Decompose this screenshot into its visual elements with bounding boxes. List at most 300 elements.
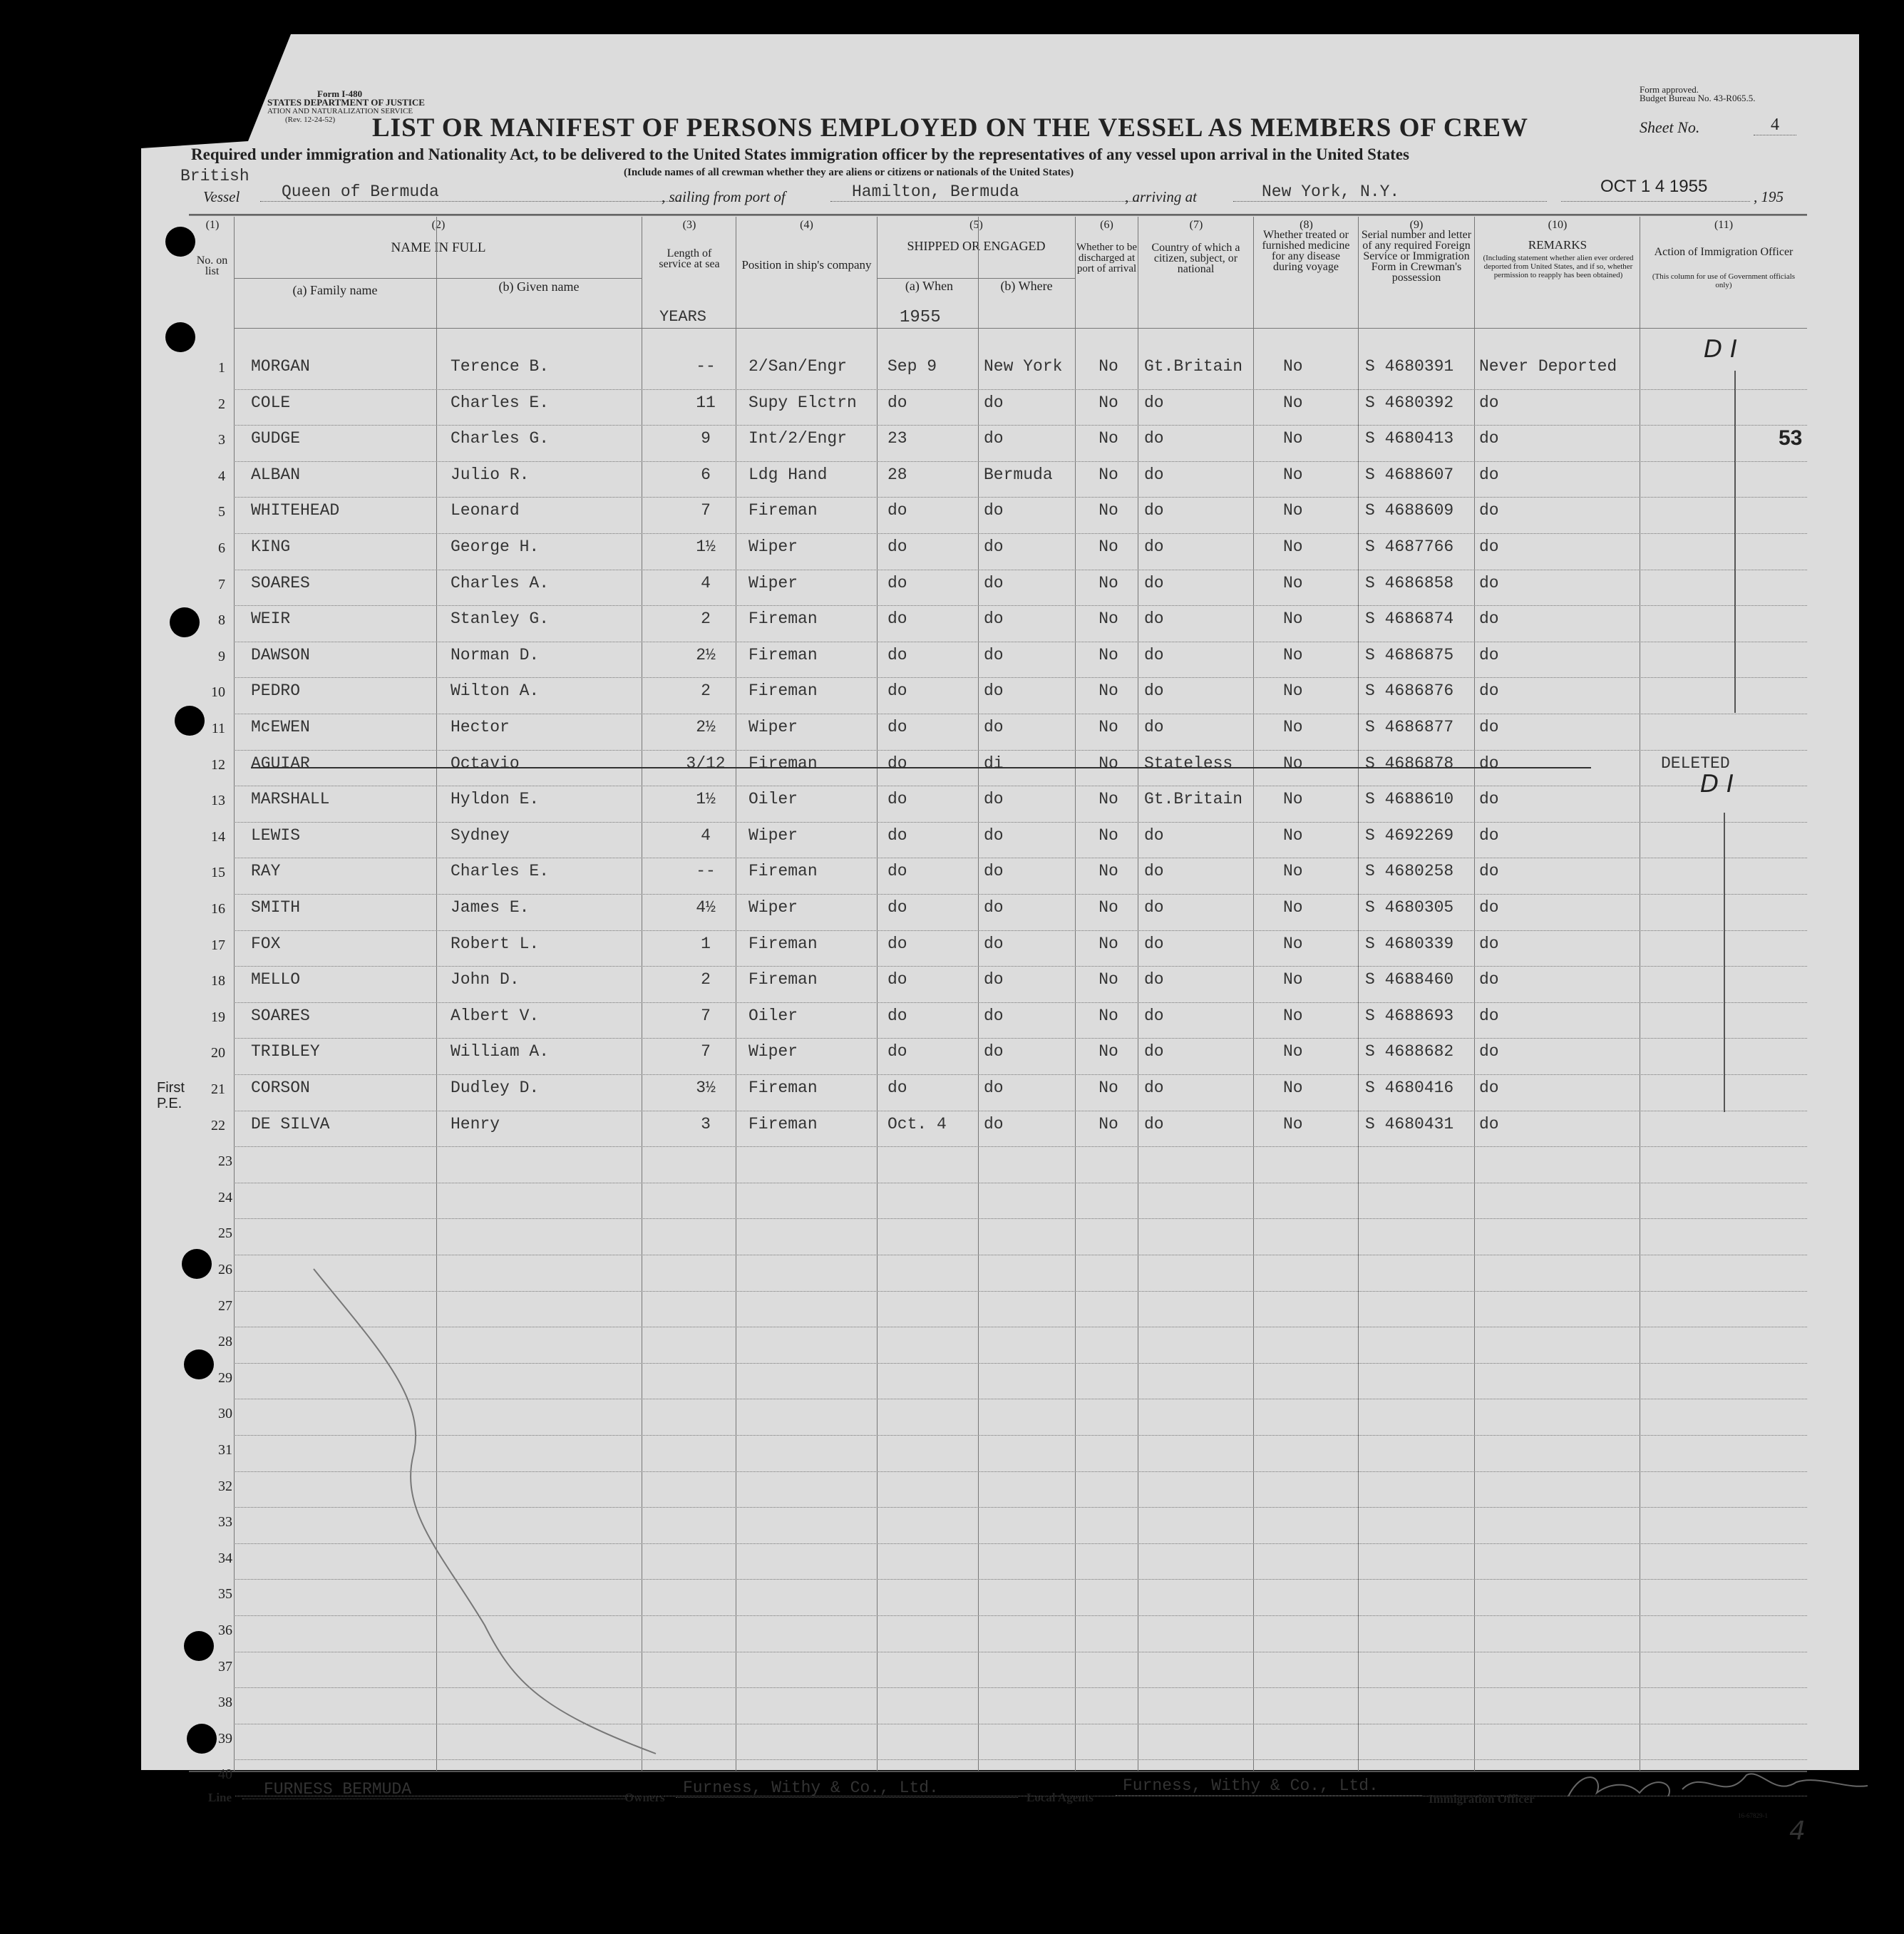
header-rule xyxy=(877,278,1075,279)
cell-medicine: No xyxy=(1283,753,1303,773)
cell-given: Leonard xyxy=(451,501,520,520)
cell-given: John D. xyxy=(451,970,520,989)
table-row xyxy=(0,1153,1904,1190)
row-number: 16 xyxy=(211,901,225,917)
cell-family: PEDRO xyxy=(251,681,301,701)
cell-position: Fireman xyxy=(748,1114,818,1133)
cell-discharged: No xyxy=(1098,1006,1118,1025)
cell-when: do xyxy=(887,718,907,736)
cell-remarks: do xyxy=(1479,645,1499,664)
cell-country: do xyxy=(1144,645,1164,664)
row-number: 19 xyxy=(211,1009,225,1025)
col11-header: Action of Immigration Officer xyxy=(1654,246,1794,258)
arriving-label: , arriving at xyxy=(1125,188,1197,205)
arrival-port: New York, N.Y. xyxy=(1233,182,1547,202)
col1-number: (1) xyxy=(205,219,220,231)
cell-discharged: No xyxy=(1098,970,1118,989)
cell-country: do xyxy=(1144,1079,1164,1097)
cell-medicine: No xyxy=(1283,970,1303,989)
cell-service: 2 xyxy=(701,681,711,701)
col1-header: No. on list xyxy=(196,254,228,277)
cell-serial: S 4680339 xyxy=(1365,934,1454,953)
cell-service: 2 xyxy=(701,970,711,989)
cell-where: do xyxy=(984,609,1004,629)
table-row xyxy=(0,609,1904,649)
cell-where: do xyxy=(984,645,1004,664)
cell-family: SMITH xyxy=(251,898,301,917)
cell-remarks: do xyxy=(1479,1114,1499,1133)
row-number: 2 xyxy=(218,396,225,412)
row-number: 38 xyxy=(218,1694,232,1711)
col2b-header: (b) Given name xyxy=(498,279,580,294)
row-number: 11 xyxy=(211,721,225,736)
cell-serial: S 4686876 xyxy=(1365,681,1454,701)
cell-given: Hyldon E. xyxy=(451,790,540,809)
cell-position: Wiper xyxy=(748,573,798,592)
cell-where: do xyxy=(984,501,1004,520)
row-number: 23 xyxy=(218,1153,232,1170)
cell-medicine: No xyxy=(1283,790,1303,809)
cell-where: do xyxy=(984,573,1004,592)
cell-position: Int/2/Engr xyxy=(748,429,848,448)
row-number: 21 xyxy=(211,1081,225,1097)
table-row xyxy=(0,934,1904,974)
cell-given: Terence B. xyxy=(451,357,550,376)
cell-position: Wiper xyxy=(748,1042,798,1061)
table-row xyxy=(0,537,1904,577)
table-row xyxy=(0,790,1904,829)
cell-when: do xyxy=(887,934,907,953)
cell-discharged: No xyxy=(1098,357,1118,376)
table-row xyxy=(0,393,1904,433)
cell-position: Oiler xyxy=(748,1006,798,1025)
row-number: 1 xyxy=(218,360,225,376)
cell-medicine: No xyxy=(1283,1079,1303,1097)
row-number: 20 xyxy=(211,1045,225,1061)
date-underline xyxy=(1561,201,1750,202)
row-number: 40 xyxy=(218,1766,232,1783)
table-row xyxy=(0,1006,1904,1046)
row-number: 3 xyxy=(218,432,225,448)
table-row xyxy=(0,501,1904,540)
officer-initials-1: D I xyxy=(1704,335,1738,364)
cell-serial: S 4686874 xyxy=(1365,609,1454,629)
cell-when: do xyxy=(887,609,907,629)
form-number: Form I-480 xyxy=(317,88,363,99)
officer-signature xyxy=(1561,1761,1875,1811)
cell-family: KING xyxy=(251,537,291,556)
cell-given: Octavio xyxy=(451,753,520,773)
cell-position: Fireman xyxy=(748,934,818,953)
cell-remarks: do xyxy=(1479,718,1499,736)
cell-family: LEWIS xyxy=(251,825,301,845)
cell-when: do xyxy=(887,645,907,664)
row-number: 15 xyxy=(211,865,225,881)
col4-number: (4) xyxy=(800,219,813,231)
row-number: 12 xyxy=(211,756,225,773)
vessel-label: Vessel xyxy=(203,188,240,205)
cell-family: WEIR xyxy=(251,609,291,629)
cell-family: MARSHALL xyxy=(251,790,330,809)
table-row xyxy=(0,465,1904,505)
table-row xyxy=(0,753,1904,793)
cell-serial: S 4680392 xyxy=(1365,393,1454,412)
cell-discharged: No xyxy=(1098,645,1118,664)
cell-remarks: do xyxy=(1479,862,1499,881)
agents-label: Local Agents xyxy=(1026,1791,1093,1804)
col11-number: (11) xyxy=(1714,219,1734,231)
col4-header: Position in ship's company xyxy=(741,258,872,272)
row-number: 14 xyxy=(211,828,225,845)
cell-given: Stanley G. xyxy=(451,609,550,629)
cell-position: Ldg Hand xyxy=(748,465,828,484)
cell-family: TRIBLEY xyxy=(251,1042,320,1061)
service-name: ATION AND NATURALIZATION SERVICE xyxy=(267,107,413,115)
punch-hole xyxy=(165,227,195,257)
sailing-label: , sailing from port of xyxy=(662,188,786,205)
cell-where: do xyxy=(984,681,1004,701)
cell-where: do xyxy=(984,1079,1004,1097)
initials-bracket-2 xyxy=(1724,813,1725,1112)
row-number: 39 xyxy=(218,1730,232,1747)
table-row xyxy=(0,681,1904,721)
cell-family: SOARES xyxy=(251,573,310,592)
cell-service: 3½ xyxy=(696,1079,716,1097)
cell-action: DELETED xyxy=(1661,753,1730,773)
cell-given: William A. xyxy=(451,1042,550,1061)
cell-where: Bermuda xyxy=(984,465,1053,484)
row-number: 18 xyxy=(211,973,225,989)
cell-country: do xyxy=(1144,1006,1164,1025)
cell-position: Fireman xyxy=(748,862,818,881)
cell-family: WHITEHEAD xyxy=(251,501,340,520)
row-number: 17 xyxy=(211,937,225,953)
cell-country: do xyxy=(1144,573,1164,592)
header-rule xyxy=(234,278,642,279)
row-number: 31 xyxy=(218,1442,232,1458)
row-number: 37 xyxy=(218,1658,232,1675)
col10-subheader: (Including statement whether alien ever ordered deported from United States, and if so, whether permission to reapply has been obtained) xyxy=(1483,254,1634,279)
cell-service: 4½ xyxy=(696,898,716,917)
cell-discharged: No xyxy=(1098,609,1118,629)
table-row xyxy=(0,825,1904,865)
row-number: 7 xyxy=(218,576,225,592)
cell-country: do xyxy=(1144,970,1164,989)
cell-serial: S 4687766 xyxy=(1365,537,1454,556)
row-number: 33 xyxy=(218,1514,232,1531)
line-name: FURNESS BERMUDA xyxy=(242,1780,627,1799)
cell-family: McEWEN xyxy=(251,718,310,736)
cell-medicine: No xyxy=(1283,681,1303,701)
cell-service: 4 xyxy=(701,825,711,845)
cell-serial: S 4688693 xyxy=(1365,1006,1454,1025)
cell-discharged: No xyxy=(1098,537,1118,556)
cell-given: Julio R. xyxy=(451,465,530,484)
cell-family: DAWSON xyxy=(251,645,310,664)
cell-discharged: No xyxy=(1098,501,1118,520)
cell-discharged: No xyxy=(1098,393,1118,412)
cell-given: Charles E. xyxy=(451,393,550,412)
sheet-label: Sheet No. xyxy=(1640,118,1700,136)
cell-serial: S 4686878 xyxy=(1365,753,1454,773)
years-label: YEARS xyxy=(659,308,707,326)
cell-discharged: No xyxy=(1098,790,1118,809)
cell-remarks: do xyxy=(1479,898,1499,917)
row-number: 8 xyxy=(218,612,225,629)
cell-position: Fireman xyxy=(748,681,818,701)
budget-bureau: Budget Bureau No. 43-R065.5. xyxy=(1640,93,1756,103)
cell-country: do xyxy=(1144,501,1164,520)
col5-number: (5) xyxy=(969,219,983,231)
cell-discharged: No xyxy=(1098,1079,1118,1097)
cell-given: Charles E. xyxy=(451,862,550,881)
cell-serial: S 4688609 xyxy=(1365,501,1454,520)
cell-serial: S 4688682 xyxy=(1365,1042,1454,1061)
cell-position: Fireman xyxy=(748,753,818,773)
row-number: 30 xyxy=(218,1406,232,1422)
print-code: 16-67829-1 xyxy=(1738,1812,1768,1819)
cell-remarks: do xyxy=(1479,825,1499,845)
sheet-number: 4 xyxy=(1754,115,1796,135)
cell-where: do xyxy=(984,898,1004,917)
cell-remarks: do xyxy=(1479,753,1499,773)
cell-service: 11 xyxy=(696,393,716,412)
vessel-nationality: British xyxy=(180,167,249,185)
cell-given: Charles G. xyxy=(451,429,550,448)
vessel-name: Queen of Bermuda xyxy=(260,182,681,202)
cell-serial: S 4680416 xyxy=(1365,1079,1454,1097)
cell-country: Gt.Britain xyxy=(1144,790,1243,809)
row-number: 25 xyxy=(218,1225,232,1242)
cell-position: Wiper xyxy=(748,825,798,845)
form-revision: (Rev. 12-24-52) xyxy=(285,115,336,124)
cell-when: Oct. 4 xyxy=(887,1114,947,1133)
cell-position: Wiper xyxy=(748,537,798,556)
cell-medicine: No xyxy=(1283,465,1303,484)
cell-medicine: No xyxy=(1283,1006,1303,1025)
cell-serial: S 4686858 xyxy=(1365,573,1454,592)
cell-medicine: No xyxy=(1283,1114,1303,1133)
cell-discharged: No xyxy=(1098,465,1118,484)
cell-country: do xyxy=(1144,1042,1164,1061)
col8-number: (8) xyxy=(1300,219,1313,231)
col11-subheader: (This column for use of Government officials only) xyxy=(1652,272,1796,289)
officer-initials-2: D I xyxy=(1700,770,1734,798)
col5a-header: (a) When xyxy=(905,279,954,293)
agents-name: Furness, Withy & Co., Ltd. xyxy=(1116,1776,1422,1796)
cell-position: Wiper xyxy=(748,898,798,917)
cell-where: do xyxy=(984,718,1004,736)
cell-medicine: No xyxy=(1283,537,1303,556)
cell-country: do xyxy=(1144,609,1164,629)
cell-position: Fireman xyxy=(748,609,818,629)
cell-discharged: No xyxy=(1098,718,1118,736)
cell-serial: S 4680431 xyxy=(1365,1114,1454,1133)
cell-discharged: No xyxy=(1098,825,1118,845)
cell-service: 2½ xyxy=(696,718,716,736)
cell-remarks: do xyxy=(1479,790,1499,809)
cell-medicine: No xyxy=(1283,357,1303,376)
cell-where: do xyxy=(984,1006,1004,1025)
cell-serial: S 4680413 xyxy=(1365,429,1454,448)
table-row xyxy=(0,898,1904,937)
cell-serial: S 4680305 xyxy=(1365,898,1454,917)
cell-remarks: do xyxy=(1479,1006,1499,1025)
cell-when: do xyxy=(887,970,907,989)
cell-position: Oiler xyxy=(748,790,798,809)
col7-number: (7) xyxy=(1189,219,1203,231)
row-number: 35 xyxy=(218,1586,232,1603)
cell-remarks: do xyxy=(1479,934,1499,953)
cell-discharged: No xyxy=(1098,1042,1118,1061)
table-row xyxy=(0,1114,1904,1154)
cell-when: do xyxy=(887,681,907,701)
owners-label: Owners xyxy=(624,1791,665,1804)
cell-where: New York xyxy=(984,357,1063,376)
cell-service: 7 xyxy=(701,501,711,520)
col7-header: Country of which a citizen, subject, or national xyxy=(1151,242,1240,275)
cell-where: do xyxy=(984,862,1004,881)
cell-country: Stateless xyxy=(1144,753,1233,773)
cell-country: do xyxy=(1144,681,1164,701)
cell-discharged: No xyxy=(1098,898,1118,917)
cell-service: 7 xyxy=(701,1006,711,1025)
cell-serial: S 4686875 xyxy=(1365,645,1454,664)
cell-when: 28 xyxy=(887,465,907,484)
owners-name: Furness, Withy & Co., Ltd. xyxy=(676,1779,1018,1798)
cell-medicine: No xyxy=(1283,898,1303,917)
cell-serial: S 4680258 xyxy=(1365,862,1454,881)
cell-position: Fireman xyxy=(748,645,818,664)
table-row xyxy=(0,970,1904,1009)
form-approved: Form approved. xyxy=(1640,84,1699,95)
cell-family: CORSON xyxy=(251,1079,310,1097)
cell-discharged: No xyxy=(1098,934,1118,953)
officer-label: Immigration Officer xyxy=(1429,1792,1535,1806)
cell-when: do xyxy=(887,790,907,809)
cell-service: 1½ xyxy=(696,790,716,809)
cell-family: GUDGE xyxy=(251,429,301,448)
cell-family: SOARES xyxy=(251,1006,310,1025)
cell-service: 1½ xyxy=(696,537,716,556)
cell-remarks: Never Deported xyxy=(1479,357,1617,376)
cell-medicine: No xyxy=(1283,1042,1303,1061)
row-number: 22 xyxy=(211,1117,225,1133)
table-row xyxy=(0,645,1904,685)
row-number: 13 xyxy=(211,793,225,809)
cell-country: do xyxy=(1144,1114,1164,1133)
cell-discharged: No xyxy=(1098,681,1118,701)
row-number: 34 xyxy=(218,1550,232,1566)
cell-country: do xyxy=(1144,862,1164,881)
punch-hole xyxy=(165,322,195,352)
strike-through xyxy=(251,767,1591,768)
table-top-rule-2 xyxy=(189,215,1807,216)
cell-country: do xyxy=(1144,393,1164,412)
cell-medicine: No xyxy=(1283,934,1303,953)
cell-given: Charles A. xyxy=(451,573,550,592)
cell-family: RAY xyxy=(251,862,281,881)
cell-when: do xyxy=(887,537,907,556)
row-number: 4 xyxy=(218,468,225,484)
col2a-header: (a) Family name xyxy=(292,283,378,297)
cell-when: do xyxy=(887,898,907,917)
date-stamp: OCT 1 4 1955 xyxy=(1600,177,1708,196)
cell-position: Fireman xyxy=(748,970,818,989)
col10-number: (10) xyxy=(1548,219,1568,231)
table-row xyxy=(0,862,1904,901)
cell-when: do xyxy=(887,393,907,412)
cell-where: do xyxy=(984,1114,1004,1133)
cell-service: 6 xyxy=(701,465,711,484)
page-count-note: 53 xyxy=(1779,426,1803,450)
cell-given: Henry xyxy=(451,1114,500,1133)
cell-medicine: No xyxy=(1283,825,1303,845)
cell-position: Fireman xyxy=(748,1079,818,1097)
table-row xyxy=(0,573,1904,613)
subtitle: Required under immigration and Nationality Act, to be delivered to the United States immigration officer by the representatives of any vessel upon arrival in the United States xyxy=(191,145,1409,163)
pencil-stroke xyxy=(285,1255,670,1768)
row-number: 28 xyxy=(218,1334,232,1350)
cell-country: do xyxy=(1144,898,1164,917)
row-number: 32 xyxy=(218,1478,232,1494)
table-row xyxy=(0,1190,1904,1226)
cell-where: do xyxy=(984,934,1004,953)
row-number: 24 xyxy=(218,1189,232,1205)
cell-when: 23 xyxy=(887,429,907,448)
cell-serial: S 4686877 xyxy=(1365,718,1454,736)
cell-when: do xyxy=(887,573,907,592)
table-row xyxy=(0,1081,1904,1118)
cell-medicine: No xyxy=(1283,862,1303,881)
cell-serial: S 4688460 xyxy=(1365,970,1454,989)
cell-where: do xyxy=(984,825,1004,845)
cell-discharged: No xyxy=(1098,429,1118,448)
cell-discharged: No xyxy=(1098,1114,1118,1133)
cell-service: -- xyxy=(696,357,716,376)
col6-header: Whether to be discharged at port of arrival xyxy=(1076,242,1137,274)
cell-serial: S 4692269 xyxy=(1365,825,1454,845)
cell-service: 1 xyxy=(701,934,711,953)
cell-family: MELLO xyxy=(251,970,301,989)
cell-given: Robert L. xyxy=(451,934,540,953)
cell-when: do xyxy=(887,1006,907,1025)
cell-service: 7 xyxy=(701,1042,711,1061)
department: STATES DEPARTMENT OF JUSTICE xyxy=(267,97,425,108)
cell-where: di xyxy=(984,753,1004,773)
cell-position: Fireman xyxy=(748,501,818,520)
cell-medicine: No xyxy=(1283,393,1303,412)
col3-number: (3) xyxy=(682,219,696,231)
cell-family: MORGAN xyxy=(251,357,310,376)
header-rule xyxy=(234,328,1807,329)
row-number: 26 xyxy=(218,1262,232,1277)
cell-remarks: do xyxy=(1479,573,1499,592)
col9-header: Serial number and letter of any required Foreign Service or Immigration Form in Crewman's possession xyxy=(1361,229,1472,284)
cell-given: Dudley D. xyxy=(451,1079,540,1097)
cell-where: do xyxy=(984,970,1004,989)
year-label: 1955 xyxy=(900,308,941,327)
row-number: 6 xyxy=(218,540,225,556)
cell-country: do xyxy=(1144,934,1164,953)
cell-country: Gt.Britain xyxy=(1144,357,1243,376)
cell-when: do xyxy=(887,825,907,845)
cell-given: James E. xyxy=(451,898,530,917)
cell-family: DE SILVA xyxy=(251,1114,330,1133)
col9-number: (9) xyxy=(1409,219,1424,231)
cell-country: do xyxy=(1144,718,1164,736)
cell-remarks: do xyxy=(1479,1079,1499,1097)
